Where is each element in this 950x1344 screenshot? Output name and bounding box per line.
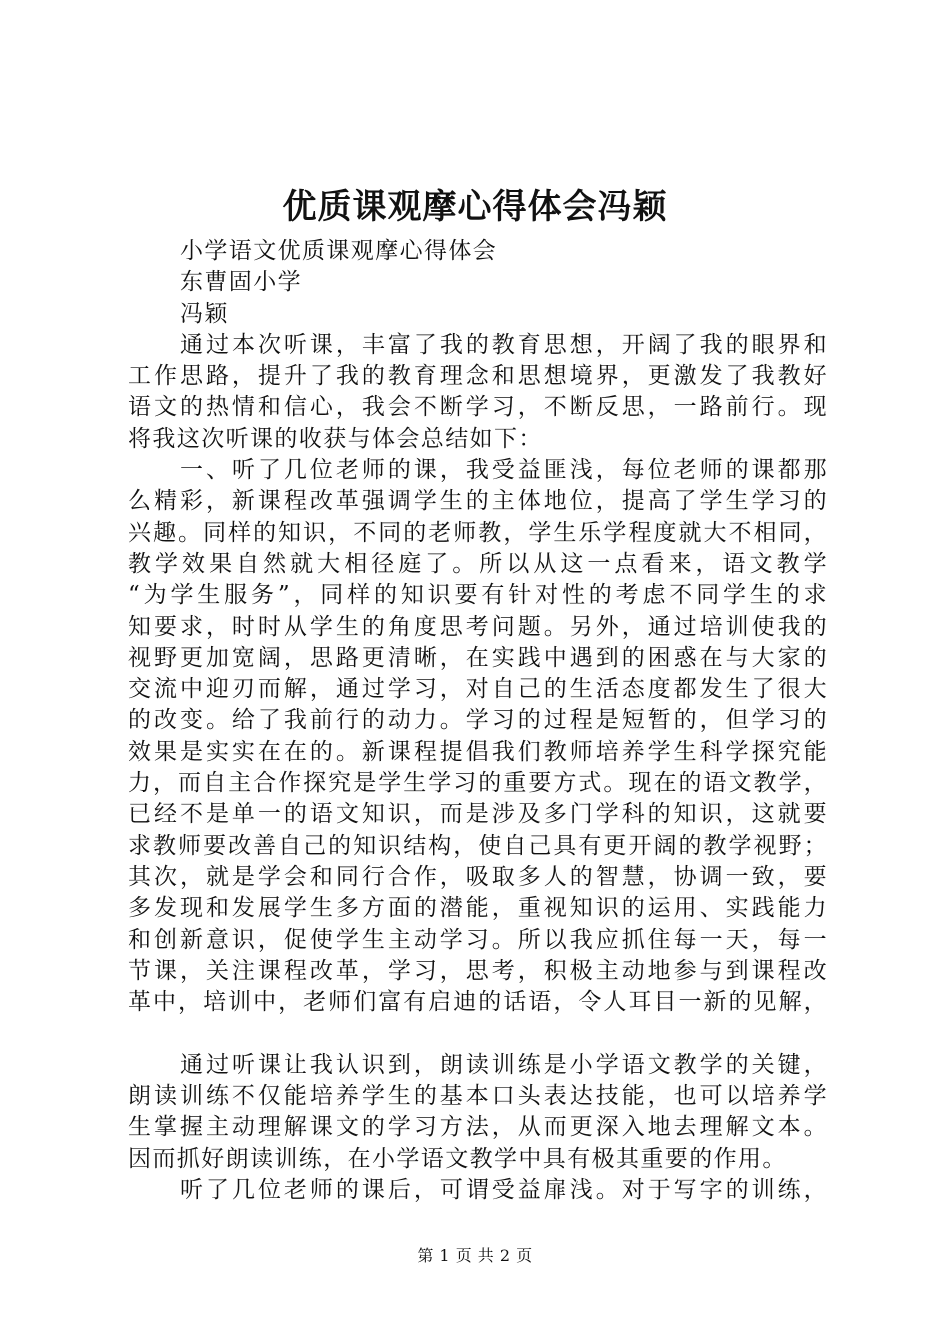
text-line: “为学生服务”，同样的知识要有针对性的考虑不同学生的求 [128, 582, 828, 609]
text-line: 东曹固小学 [180, 269, 302, 296]
text-line: 一、听了几位老师的课，我受益匪浅，每位老师的课都那 [180, 457, 828, 484]
text-line: 革中，培训中，老师们富有启迪的话语，令人耳目一新的见解， [128, 989, 828, 1016]
page-footer: 第 1 页 共 2 页 [417, 1246, 533, 1265]
text-line: 生掌握主动理解课文的学习方法，从而更深入地去理解文本。 [128, 1114, 828, 1141]
text-line: 听了几位老师的课后，可谓受益扉浅。对于写字的训练， [180, 1176, 828, 1203]
text-line: 语文的热情和信心，我会不断学习，不断反思，一路前行。现 [128, 394, 828, 421]
text-line: 多发现和发展学生多方面的潜能，重视知识的运用、实践能力 [128, 895, 828, 922]
document-title: 优质课观摩心得体会冯颖 [282, 187, 668, 227]
text-line: 通过本次听课，丰富了我的教育思想，开阔了我的眼界和 [180, 331, 828, 358]
text-line: 力，而自主合作探究是学生学习的重要方式。现在的语文教学， [128, 770, 828, 797]
text-line: 兴趣。同样的知识，不同的老师教，学生乐学程度就大不相同， [128, 519, 828, 546]
text-line: 的改变。给了我前行的动力。学习的过程是短暂的，但学习的 [128, 707, 828, 734]
text-line: 么精彩，新课程改革强调学生的主体地位，提高了学生学习的 [128, 488, 828, 515]
text-line: 通过听课让我认识到，朗读训练是小学语文教学的关键， [180, 1051, 828, 1078]
text-line: 其次，就是学会和同行合作，吸取多人的智慧，协调一致，要 [128, 863, 828, 890]
text-line: 效果是实实在在的。新课程提倡我们教师培养学生科学探究能 [128, 738, 828, 765]
text-line: 节课，关注课程改革，学习，思考，积极主动地参与到课程改 [128, 957, 828, 984]
text-line: 已经不是单一的语文知识，而是涉及多门学科的知识，这就要 [128, 801, 828, 828]
text-line: 交流中迎刃而解，通过学习，对自己的生活态度都发生了很大 [128, 676, 828, 703]
text-line: 工作思路，提升了我的教育理念和思想境界，更激发了我教好 [128, 363, 828, 390]
text-line: 教学效果自然就大相径庭了。所以从这一点看来，语文教学 [128, 550, 828, 577]
text-line: 知要求，时时从学生的角度思考问题。另外，通过培训使我的 [128, 613, 828, 640]
text-line: 和创新意识，促使学生主动学习。所以我应抓住每一天，每一 [128, 926, 828, 953]
text-line: 冯颖 [180, 300, 229, 327]
text-line: 视野更加宽阔，思路更清晰，在实践中遇到的困惑在与大家的 [128, 644, 828, 671]
paragraph-gap [128, 1018, 828, 1049]
text-line: 将我这次听课的收获与体会总结如下： [128, 425, 543, 452]
text-line: 小学语文优质课观摩心得体会 [180, 238, 498, 264]
text-line: 求教师要改善自己的知识结构，使自己具有更开阔的教学视野； [128, 832, 828, 859]
document-body [128, 236, 828, 1206]
text-line: 因而抓好朗读训练，在小学语文教学中具有极其重要的作用。 [128, 1145, 787, 1172]
text-line: 朗读训练不仅能培养学生的基本口头表达技能，也可以培养学 [128, 1083, 828, 1110]
